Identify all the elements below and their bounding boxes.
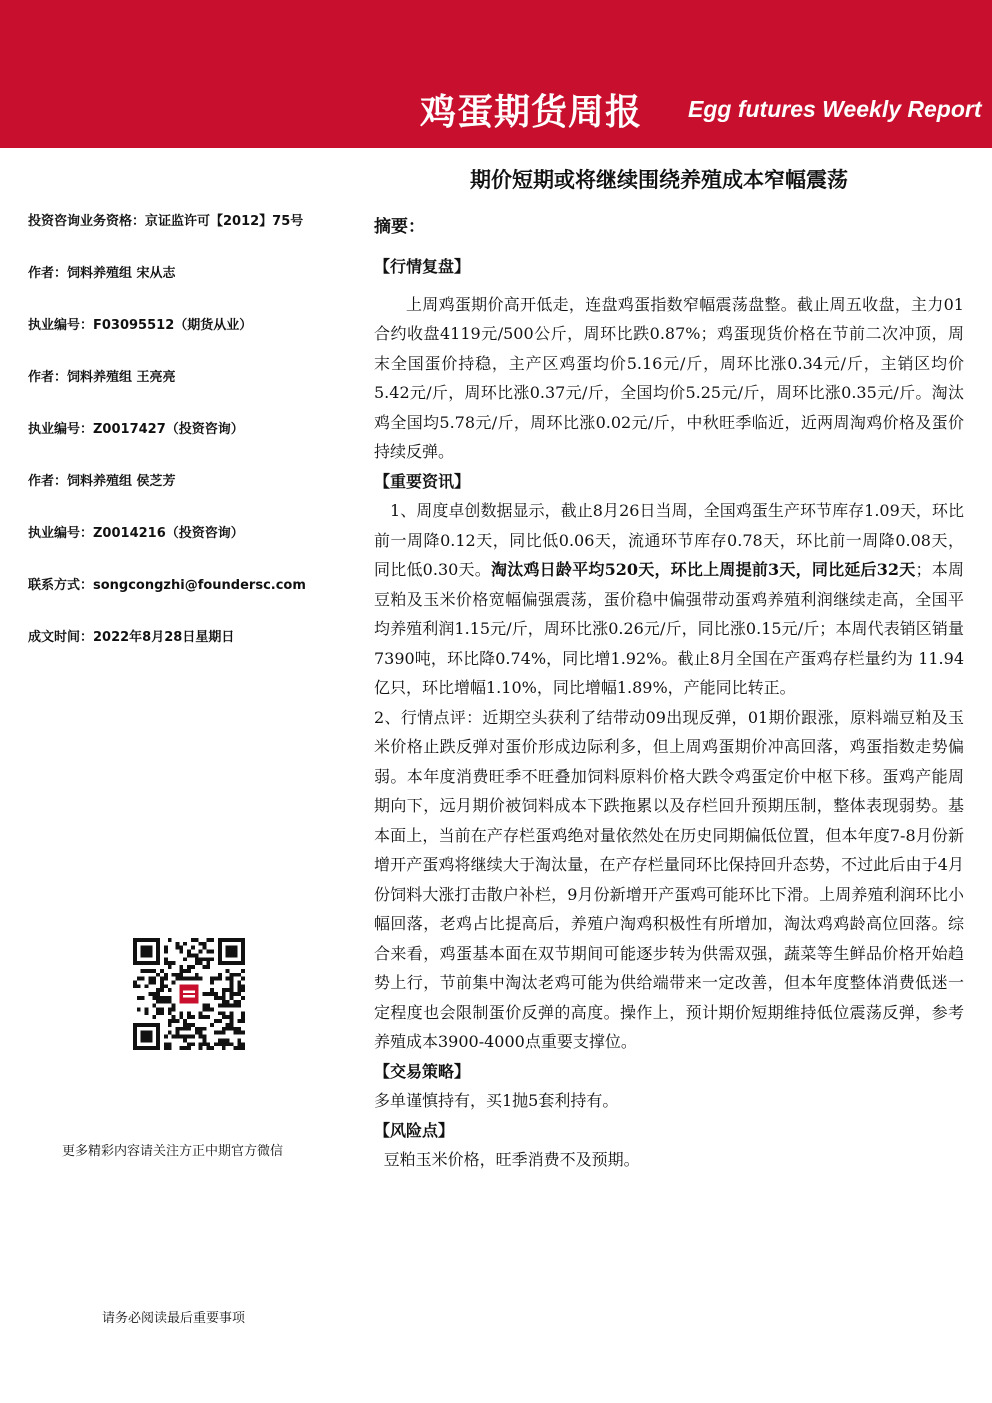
license-line-2: 执业编号：Z0017427（投资咨询） [28,422,244,437]
report-title-en: Egg futures Weekly Report [688,96,982,122]
abstract-body [374,252,964,1175]
contact-line: 联系方式：songcongzhi@foundersc.com [28,578,306,593]
author-line-2: 作者：饲料养殖组 王亮亮 [28,370,176,385]
risk-text: 豆粕玉米价格，旺季消费不及预期。 [383,1150,640,1169]
risk-heading: 【风险点】 [374,1120,455,1140]
news-p1-part-b: ；本周豆粕及玉米价格宽幅偏强震荡，蛋价稳中偏强带动蛋鸡养殖利润继续走高，全国平均养殖利润1.15元/斤，周环比涨0.26元/斤，同比涨0.15元/斤；本周代表销区销量7390吨，环比降0.74%，同比增1.92%。截止8月全国在产蛋鸡存栏量约为 11.94 亿只，环比增幅1.10%，同比增幅1.89%，产能同比转正。 [374,560,964,697]
market-review-heading: 【行情复盘】 [374,257,471,276]
news-p1-bold: 淘汰鸡日龄平均520天，环比上周提前3天，同比延后32天 [491,560,916,579]
qualification-line: 投资咨询业务资格：京证监许可【2012】75号 [28,214,304,229]
qr-caption: 更多精彩内容请关注方正中期官方微信 [62,1144,284,1159]
abstract-title: 摘要： [374,217,425,237]
license-line-1: 执业编号：F03095512（期货从业） [28,318,253,333]
strategy-text: 多单谨慎持有，买1抛5套利持有。 [374,1091,619,1110]
license-line-3: 执业编号：Z0014216（投资咨询） [28,526,244,541]
news-heading: 【重要资讯】 [374,471,471,491]
date-line: 成文时间：2022年8月28日星期日 [28,630,235,645]
report-subtitle: 期价短期或将继续围绕养殖成本窄幅震荡 [470,168,848,192]
news-p1-part-a: 1、周度卓创数据显示，截止8月26日当周，全国鸡蛋生产环节库存1.09天，环比前一周降0.12天，同比低0.06天，流通环节库存0.78天，环比前一周降0.08天，同比低0.30天。 [374,501,964,579]
strategy-heading: 【交易策略】 [374,1061,471,1081]
header-banner [0,0,992,148]
author-line-3: 作者：饲料养殖组 侯芝芳 [28,474,176,489]
report-title-cn: 鸡蛋期货周报 [420,91,643,133]
author-line-1: 作者：饲料养殖组 宋从志 [28,266,176,281]
news-paragraph-2: 2、行情点评：近期空头获利了结带动09出现反弹，01期价跟涨，原料端豆粕及玉米价格止跌反弹对蛋价形成边际利多，但上周鸡蛋期价冲高回落，鸡蛋指数走势偏弱。本年度消费旺季不旺叠加饲料原料价格大跌令鸡蛋定价中枢下移。蛋鸡产能周期向下，远月期价被饲料成本下跌拖累以及存栏回升预期压制，整体表现弱势。基本面上，当前在产存栏蛋鸡绝对量依然处在历史同期偏低位置，但本年度7-8月份新增开产蛋鸡将继续大于淘汰量，在产存栏量同环比保持回升态势，不过此后由于4月份饲料大涨打击散户补栏，9月份新增开产蛋鸡可能环比下滑。上周养殖利润环比小幅回落，老鸡占比提高后，养殖户淘鸡积极性有所增加，淘汰鸡鸡龄高位回落。综合来看，鸡蛋基本面在双节期间可能逐步转为供需双强，蔬菜等生鲜品价格开始趋势上行，节前集中淘汰老鸡可能为供给端带来一定改善，但本年度整体消费低迷一定程度也会限制蛋价反弹的高度。操作上，预计期价短期维持低位震荡反弹，参考养殖成本3900-4000点重要支撑位。 [374,707,964,1051]
read-disclaimer-note: 请务必阅读最后重要事项 [102,1311,246,1326]
news-paragraph-1 [374,496,964,703]
market-review-text: 上周鸡蛋期价高开低走，连盘鸡蛋指数窄幅震荡盘整。截止周五收盘，主力01合约收盘4119元/500公斤，周环比跌0.87%；鸡蛋现货价格在节前二次冲顶，周末全国蛋价持稳，主产区鸡蛋均价5.16元/斤，周环比涨0.34元/斤，主销区均价5.42元/斤，周环比涨0.37元/斤，全国均价5.25元/斤，周环比涨0.35元/斤。淘汰鸡全国均5.78元/斤，周环比涨0.02元/斤，中秋旺季临近，近两周淘鸡价格及蛋价持续反弹。 [374,294,964,461]
wechat-qr-code [133,938,245,1050]
